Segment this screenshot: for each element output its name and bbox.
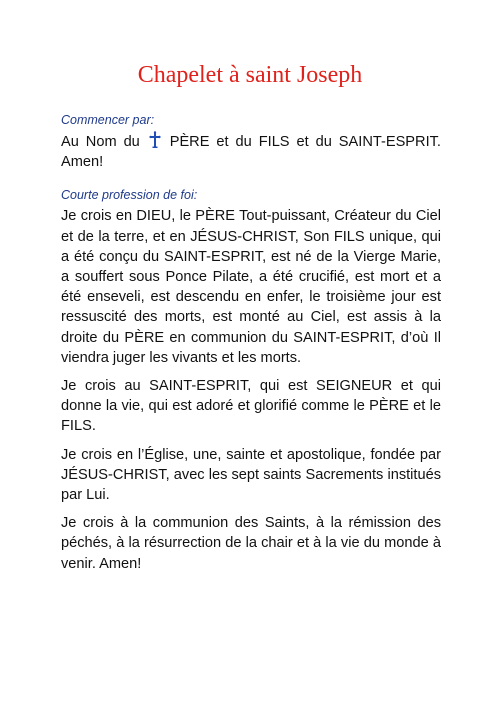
sign-of-cross-text-before: Au Nom du bbox=[61, 134, 140, 150]
section-label-start: Commencer par: bbox=[61, 113, 155, 127]
document-body bbox=[61, 112, 441, 574]
sign-of-cross-text-after: PÈRE et du FILS et du SAINT-ESPRIT. Amen! bbox=[61, 134, 441, 171]
creed-paragraph-4: Je crois à la communion des Saints, à la rémission des péchés, à la résurrection de la chair et à la vie du monde à venir. Amen! bbox=[61, 515, 441, 572]
creed-paragraph-3: Je crois en l’Église, une, sainte et apostolique, fondée par JÉSUS-CHRIST, avec les sept saints Sacrements institués par Lui. bbox=[61, 446, 441, 504]
section-label-creed: Courte profession de foi: bbox=[61, 188, 198, 203]
paragraph-sign-of-cross bbox=[61, 131, 441, 172]
cross-icon bbox=[149, 131, 161, 149]
creed-paragraph-1: Je crois en DIEU, le PÈRE Tout-puissant, Créateur du Ciel et de la terre, et en JÉSUS-CHRIST, Son FILS unique, qui a été conçu du SAINT-ESPRIT, est né de la Vierge Marie, a souffert sous Ponce Pilate, a été crucifié, est mort et a été enseveli, est descendu en enfer, le troisième jour est ressuscité des morts, est monté au Ciel, est assis à la droite du PÈRE en communion du SAINT-ESPRIT, d’où Il viendra juger les vivants et les morts. bbox=[61, 208, 441, 366]
page-title: Chapelet à saint Joseph bbox=[137, 62, 363, 88]
creed-paragraph-2: Je crois au SAINT-ESPRIT, qui est SEIGNEUR et qui donne la vie, qui est adoré et glorifié comme le PÈRE et le FILS. bbox=[61, 378, 441, 435]
